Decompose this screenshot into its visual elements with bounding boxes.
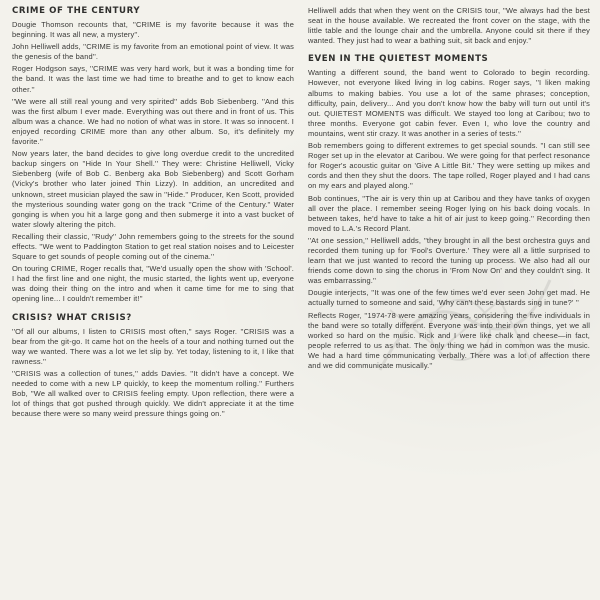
paragraph: Recalling their classic, ''Rudy'' John remembers going to the streets for the sound effects. ''We went to Paddington Station to get real station noises and to Leicester Square to get sounds of people coming out of the cinema.'': [12, 231, 294, 262]
paragraph: Roger Hodgson says, ''CRIME was very hard work, but it was a bonding time for the band. It was the last time we had time to breathe and to get to know each other.'': [12, 64, 294, 94]
paragraph: ''Of all our albums, I listen to CRISIS most often,'' says Roger. ''CRISIS was a bear from the git-go. It came hot on the heels of a tour and nothing turned out the way we wanted. There was a lot we let slip by. Yet today, listening to it, I like that rawness.'': [12, 326, 294, 366]
paragraph: Wanting a different sound, the band went to Colorado to begin recording. However, not everyone liked living in log cabins. Roger says, ''I liken making albums to making babies. You use a lot of the same phrases; conception, difficulty, pain, delivery... And you don't know how the baby will turn out until it's out. QUIETEST MOMENTS was difficult. We stayed too long at Caribou; two to three months. Everyone got cabin fever. Even I, who love the country and mountains, went stir crazy. It was another in a series of tests.'': [308, 68, 590, 138]
heading-crisis-what-crisis: CRISIS? WHAT CRISIS?: [12, 312, 132, 323]
paragraph: On touring CRIME, Roger recalls that, ''We'd usually open the show with 'School'. I had the first line and one night, the music started, the lights went up, everyone was doing their thing on the intro and when it came time for me to sing that opening line... I couldn't remember it!'': [12, 264, 294, 304]
paragraph: ''We were all still real young and very spirited'' adds Bob Siebenberg. ''And this was the first album I ever made. Everything was out there and in front of us. This album was a chance. We had no notion of what was in store. It was so innocent. I enjoyed recording CRIME more than any other album. So, it's definitely my favorite.'': [12, 96, 294, 147]
heading-even-in-the-quietest-moments: EVEN IN THE QUIETEST MOMENTS: [308, 54, 489, 65]
paragraph: Helliwell adds that when they went on the CRISIS tour, ''We always had the best seat in the house available. We recreated the front cover on the stage, with the little table and the lounge chair and the umbrella. Anyone could sit there if they wanted. They just had to wear a bathing suit, sit back and enjoy.'': [308, 6, 590, 46]
paragraph: John Helliwell adds, ''CRIME is my favorite from an emotional point of view. It was the genesis of the band''.: [12, 42, 294, 62]
heading-crime-of-the-century: CRIME OF THE CENTURY: [12, 6, 141, 16]
paragraph: Now years later, the band decides to give long overdue credit to the uncredited backup singers on ''Hide In Your Shell.'' They were: Christine Helliwell, Vicky Siebenberg (wife of Bob C. Benberg aka Bob Siebenberg) and Scott Gorham (Vicky's brother who later joined Thin Lizzy). In addition, an uncredited and unknown, street musician played the saw in ''Hide.'' Producer, Ken Scott, provided the mysterious sounding water gong on the track ''Crime of the Century.'' Water gonging is when you hit a large gong and then submerge it into a vast bucket of water slowly altering the pitch.: [12, 149, 294, 229]
paragraph: Bob continues, ''The air is very thin up at Caribou and they have tanks of oxygen all over the place. I remember seeing Roger lying on his back doing vocals. In between takes, he'd have to take a hit of air just to keep going.'' Recording then moved to L.A.'s Record Plant.: [308, 193, 590, 233]
left-column: [12, 6, 294, 600]
paragraph: Reflects Roger, ''1974-78 were amazing years, considering the five individuals in the band were so totally different. Everyone was into their own things, yet we all worked so hard on the music. Rick and I were like chalk and cheese—in fact, people referred to us as that. The only thing we had in common was the music. We had a hard time communicating verbally. There was a lot of affection there and we did communicate musically.'': [308, 310, 590, 370]
paragraph: ''At one session,'' Helliwell adds, ''they brought in all the best orchestra guys and recorded them tuning up for 'Fool's Overture.' They were all a little surprised to learn that we just wanted to record the tuning up process. We also had all our friends come down to sing the chorus in 'From Now On' and they couldn't sing. It was embarrassing.'': [308, 235, 590, 286]
paragraph: Dougie interjects, ''It was one of the few times we'd ever seen John get mad. He actually turned to someone and said, 'Why can't these bastards sing in tune?' '': [308, 288, 590, 308]
paragraph: Bob remembers going to different extremes to get special sounds. ''I can still see Roger set up in the elevator at Caribou. We were going for that perfect resonance for Roger's acoustic guitar on 'Give A Little Bit.' They were setting up mikes and cords and then they shut the doors. The tape rolled, Roger played and I had cans on my ears and played along.'': [308, 141, 590, 191]
right-column: [308, 6, 590, 600]
paragraph: ''CRISIS was a collection of tunes,'' adds Davies. ''It didn't have a concept. We needed to come with a new LP quickly, to keep the momentum rolling.'' Furthers Bob, ''We all walked over to CRISIS feeling empty. Upon reflection, there were a lot of things that got pushed through quickly. We didn't appreciate it at the time because there were so many weird pressure things going on.'': [12, 368, 294, 419]
paragraph: Dougie Thomson recounts that, ''CRIME is my favorite because it was the beginning. It was all new, a mystery''.: [12, 20, 294, 40]
